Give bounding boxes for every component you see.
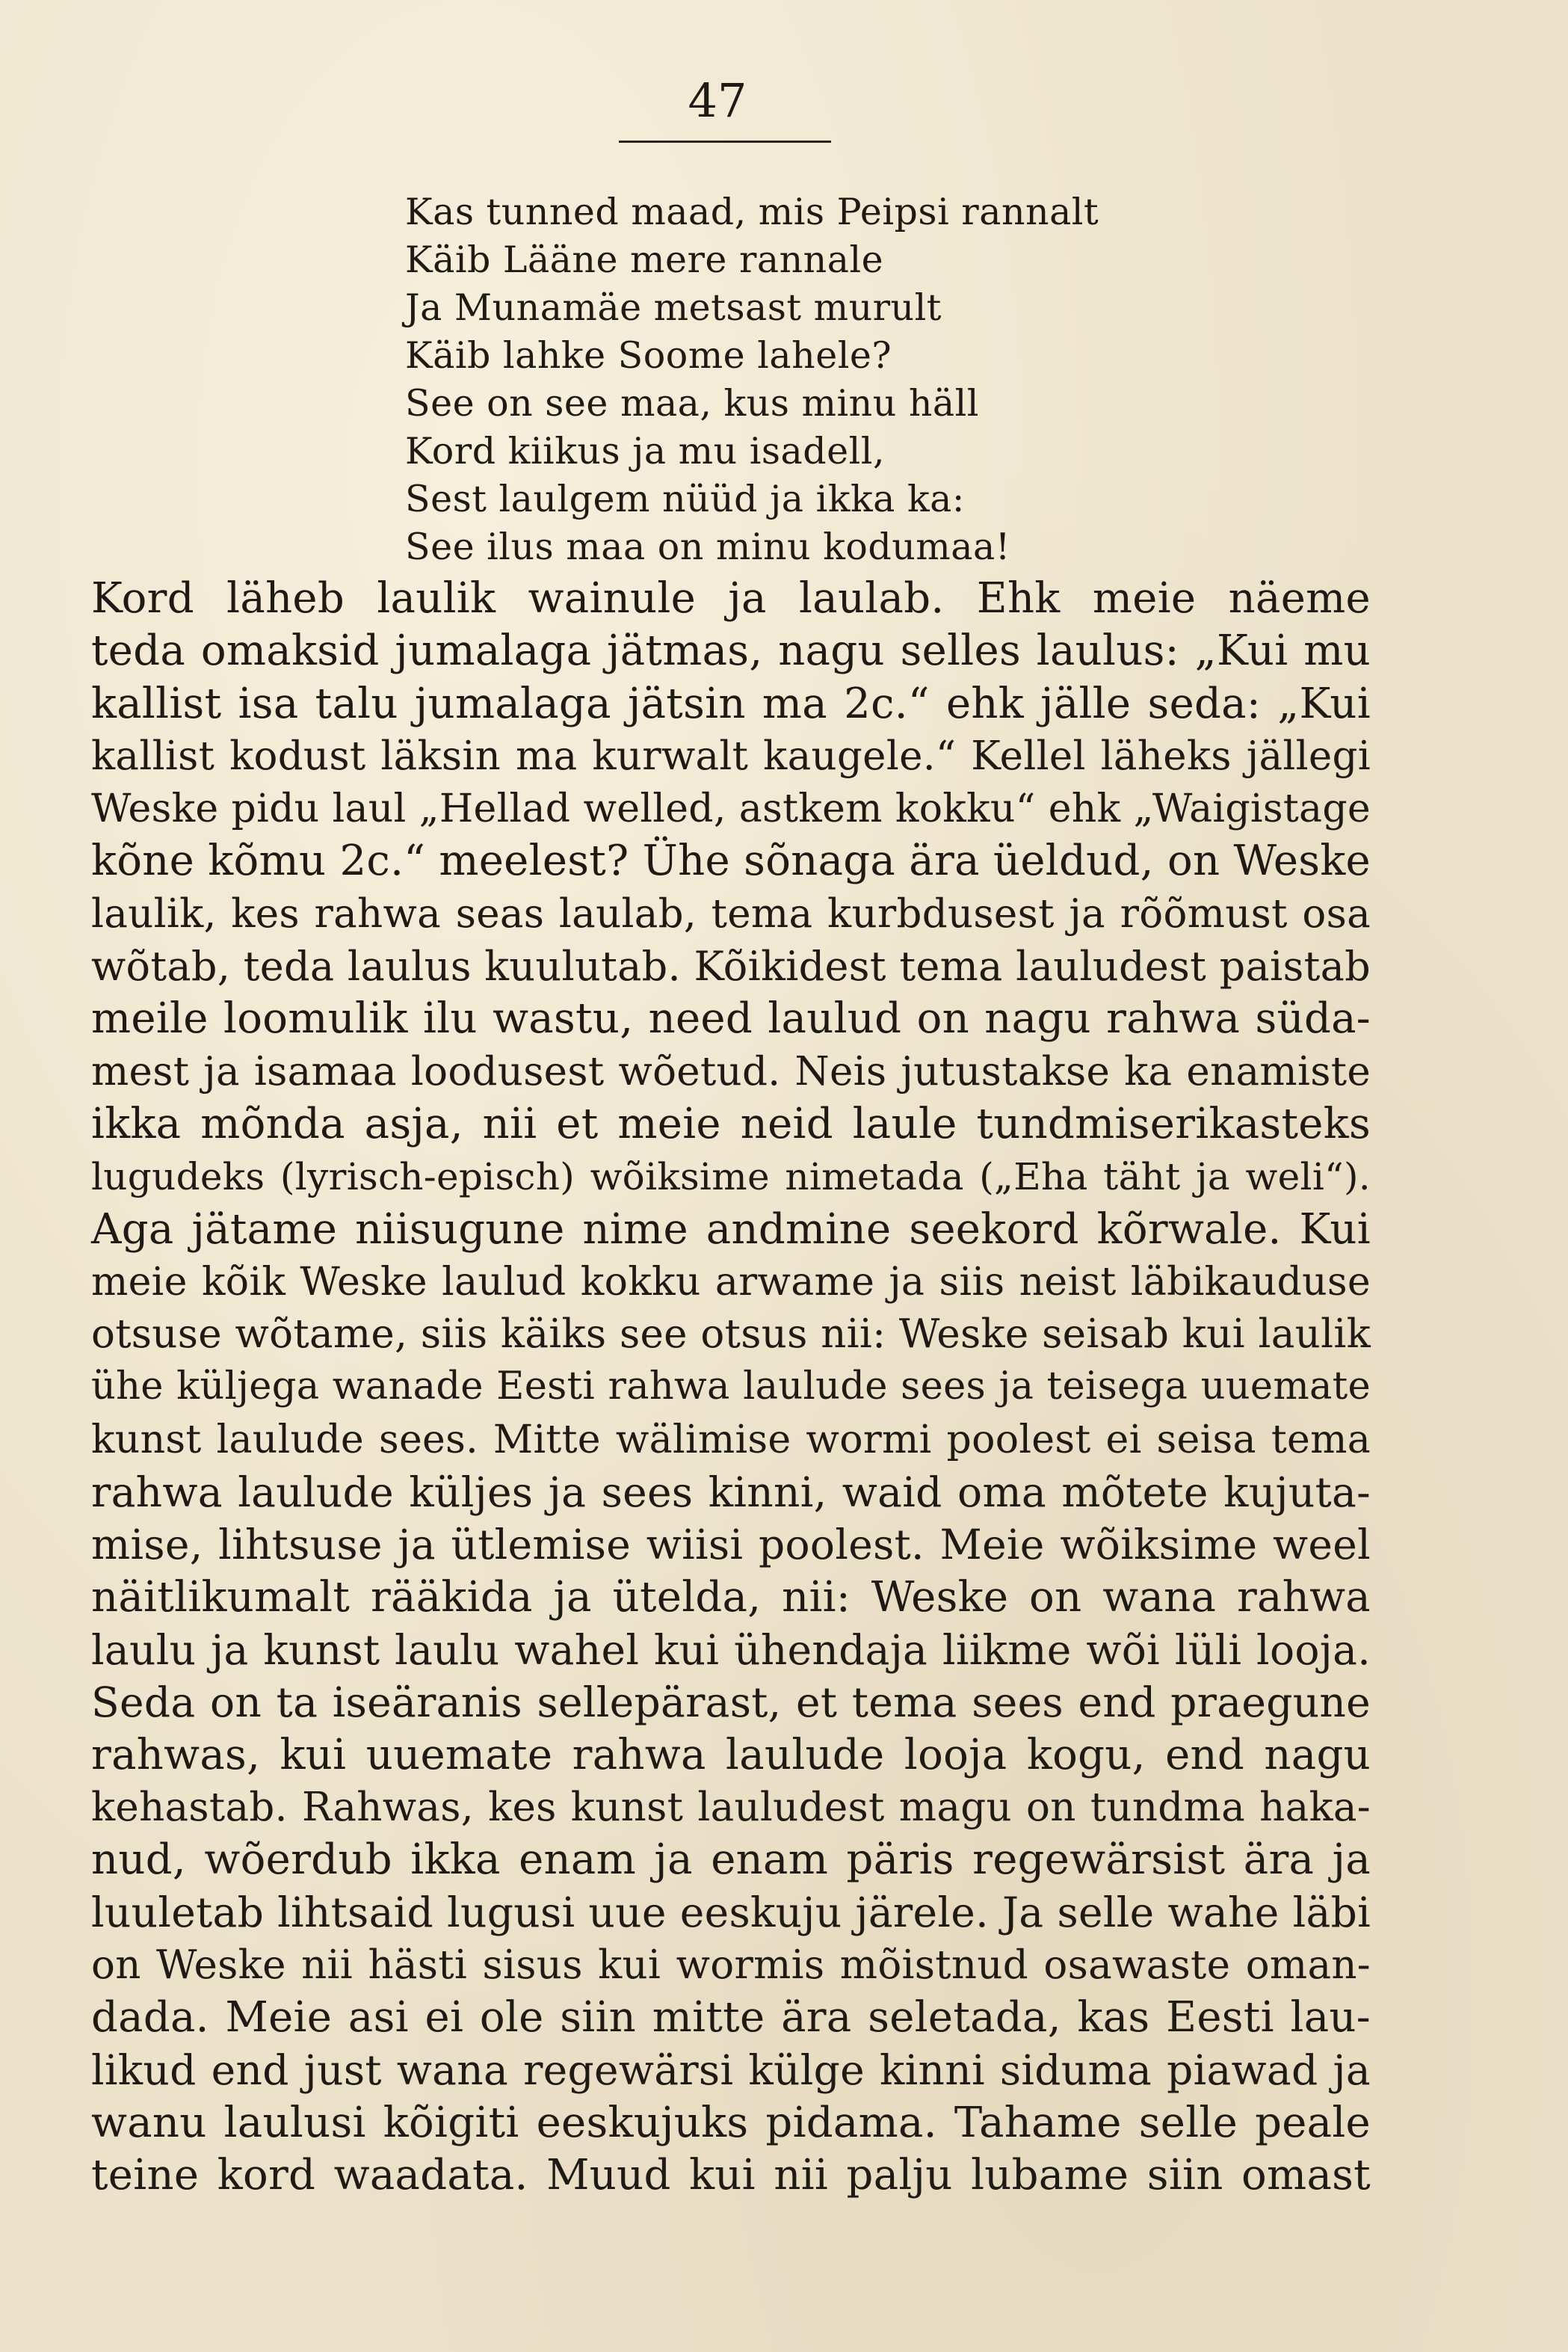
prose-line: laulik, kes rahwa seas laulab, tema kurbdusest ja rõõmust osa [91, 890, 1371, 937]
prose-line: kallist kodust läksin ma kurwalt kaugele.“ Kellel läheks jällegi [91, 733, 1371, 779]
poem-line: See on see maa, kus minu häll [405, 382, 979, 425]
prose-line: wanu laulusi kõigiti eeskujuks pidama. Tahame selle peale [91, 2098, 1371, 2147]
prose-line: dada. Meie asi ei ole siin mitte ära seletada, kas Eesti lau- [91, 1993, 1371, 2042]
prose-line: kõne kõmu 2c.“ meelest? Ühe sõnaga ära üeldud, on Weske [91, 837, 1371, 886]
poem-line: Kas tunned maad, mis Peipsi rannalt [405, 191, 1099, 233]
prose-line: rahwa laulude küljes ja sees kinni, waid oma mõtete kujuta- [91, 1468, 1371, 1517]
prose-line: nud, wõerdub ikka enam ja enam päris regewärsist ära ja [91, 1835, 1371, 1885]
page-number: 47 [688, 73, 747, 128]
poem-line: See ilus maa on minu kodumaa! [405, 526, 1010, 568]
prose-line: teine kord waadata. Muud kui nii palju lubame siin omast [91, 2150, 1371, 2199]
prose-line: luuletab lihtsaid lugusi uue eeskuju järele. Ja selle wahe läbi [91, 1888, 1371, 1937]
prose-line: otsuse wõtame, siis käiks see otsus nii: Weske seisab kui laulik [91, 1311, 1371, 1358]
prose-line: meie kõik Weske laulud kokku arwame ja siis neist läbikauduse [91, 1259, 1371, 1305]
prose-line: likud end just wana regewärsi külge kinni siduma piawad ja [91, 2046, 1371, 2095]
prose-line: on Weske nii hästi sisus kui wormis mõistnud osawaste oman- [91, 1942, 1371, 1988]
prose-line: meile loomulik ilu wastu, need laulud on nagu rahwa süda- [91, 994, 1371, 1044]
poem-line: Sest laulgem nüüd ja ikka ka: [405, 478, 965, 520]
prose-line: kunst laulude sees. Mitte wälimise wormi poolest ei seisa tema [91, 1417, 1371, 1462]
prose-line: lugudeks (lyrisch-episch) wõiksime nimetada („Eha täht ja weli“). [91, 1155, 1371, 1199]
prose-line: Weske pidu laul „Hellad welled, astkem kokku“ ehk „Waigistage [91, 786, 1371, 832]
prose-line: näitlikumalt rääkida ja ütelda, nii: Weske on wana rahwa [91, 1572, 1371, 1622]
header-rule [619, 141, 831, 143]
poem-line: Kord kiikus ja mu isadell, [405, 430, 886, 472]
prose-line: rahwas, kui uuemate rahwa laulude looja kogu, end nagu [91, 1730, 1371, 1779]
prose-line: teda omaksid jumalaga jätmas, nagu selles laulus: „Kui mu [91, 627, 1371, 676]
prose-line: kallist isa talu jumalaga jätsin ma 2c.“ ehk jälle seda: „Kui [91, 679, 1371, 728]
prose-line: Kord läheb laulik wainule ja laulab. Ehk meie näeme [91, 574, 1371, 623]
prose-paragraph [91, 573, 1371, 2202]
prose-line: wõtab, teda laulus kuulutab. Kõikidest tema lauludest paistab [91, 943, 1371, 991]
prose-line: laulu ja kunst laulu wahel kui ühendaja liikme wõi lüli looja. [91, 1625, 1371, 1674]
poem-stanza [405, 188, 1227, 571]
prose-line: mise, lihtsuse ja ütlemise wiisi poolest. Meie wõiksime weel [91, 1521, 1371, 1569]
prose-line: ikka mõnda asja, nii et meie neid laule tundmiserikasteks [91, 1099, 1371, 1148]
poem-line: Käib Lääne mere rannale [405, 238, 884, 281]
prose-line: mest ja isamaa loodusest wõetud. Neis jutustakse ka enamiste [91, 1048, 1371, 1095]
prose-line: Aga jätame niisugune nime andmine seekord kõrwale. Kui [91, 1204, 1371, 1254]
prose-line: Seda on ta iseäranis sellepärast, et tema sees end praegune [91, 1678, 1371, 1727]
poem-line: Käib lahke Soome lahele? [405, 334, 892, 377]
poem-line: Ja Munamäe metsast murult [405, 286, 942, 329]
prose-line: kehastab. Rahwas, kes kunst lauludest magu on tundma haka- [91, 1784, 1371, 1830]
prose-line: ühe küljega wanade Eesti rahwa laulude sees ja teisega uuemate [91, 1364, 1371, 1409]
